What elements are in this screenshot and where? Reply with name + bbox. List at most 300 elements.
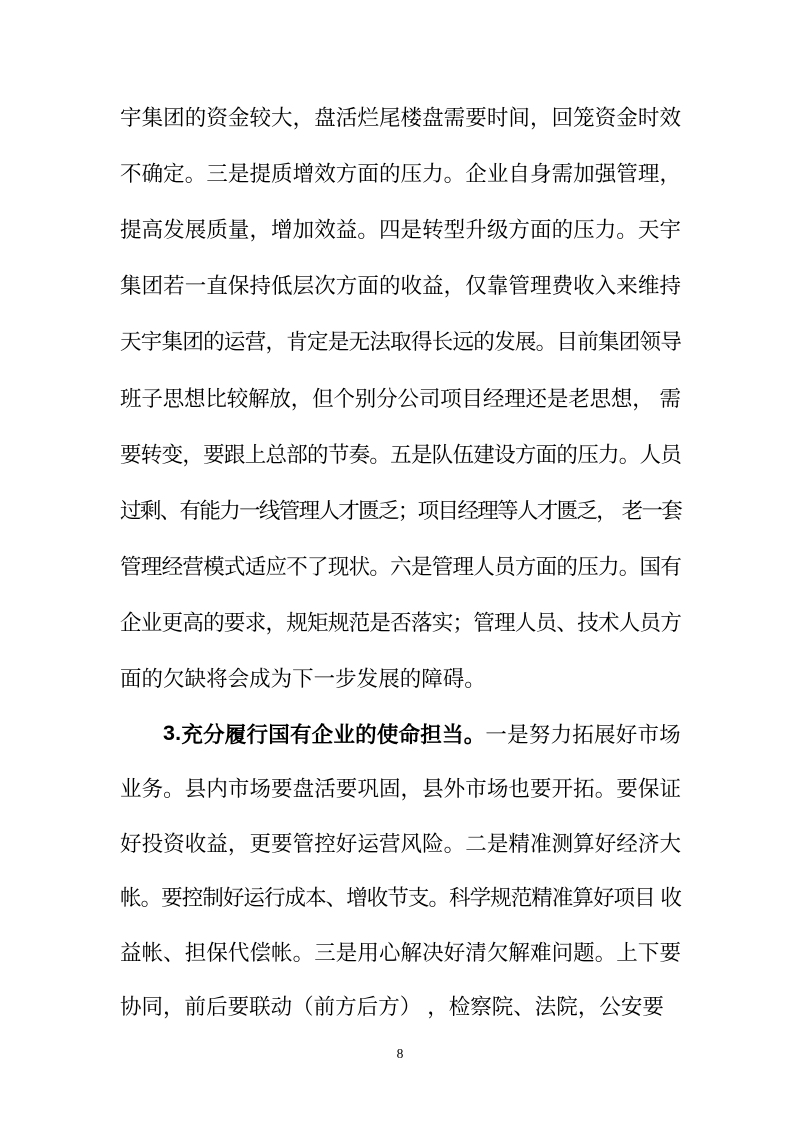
- char: 经: [457, 498, 479, 523]
- char: 更: [249, 831, 271, 856]
- char: 。: [616, 217, 638, 242]
- char: 强: [594, 161, 617, 186]
- char: 要: [161, 886, 183, 911]
- char: 资: [206, 105, 228, 130]
- char: 要: [223, 611, 246, 636]
- char: 增: [346, 886, 368, 911]
- char: 管: [278, 498, 301, 523]
- document-body: [120, 88, 681, 1033]
- char: 、: [556, 611, 578, 636]
- char: 老: [568, 386, 590, 411]
- char: ，: [227, 831, 250, 856]
- char: 营: [378, 831, 401, 856]
- char: 的: [141, 667, 164, 692]
- char: 人: [516, 498, 539, 523]
- char: 国: [268, 722, 290, 747]
- char: 现: [327, 555, 350, 580]
- char: 固: [378, 777, 401, 802]
- char: 企: [465, 161, 487, 186]
- char: 矩: [307, 611, 329, 636]
- char: 管: [292, 831, 315, 856]
- char: 增: [292, 161, 315, 186]
- char: 上: [616, 940, 638, 965]
- char: 也: [508, 777, 530, 802]
- char: 展: [594, 722, 616, 747]
- char: 、: [325, 886, 348, 911]
- char: 学: [469, 886, 492, 911]
- char: 加: [573, 161, 595, 186]
- char: 烂: [357, 105, 379, 130]
- char: 展: [184, 217, 207, 242]
- char: 院: [491, 995, 514, 1020]
- char: 压: [400, 161, 423, 186]
- char: 一: [313, 667, 336, 692]
- char: 好: [335, 831, 358, 856]
- char: .: [175, 720, 182, 745]
- text-line: [120, 706, 681, 761]
- char: 较: [226, 386, 249, 411]
- char: 要: [335, 777, 358, 802]
- char: 目: [556, 330, 578, 355]
- char: 好: [594, 831, 617, 856]
- text-line: [120, 257, 681, 313]
- text-line: [120, 815, 681, 870]
- char: 运: [243, 886, 265, 911]
- char: 后: [206, 995, 228, 1020]
- char: 天: [637, 217, 660, 242]
- char: 奏: [348, 442, 371, 467]
- char: 压: [577, 442, 599, 467]
- char: 质: [271, 161, 293, 186]
- char: 规: [286, 611, 308, 636]
- char: 控: [314, 831, 336, 856]
- char: 内: [206, 777, 228, 802]
- char: 会: [227, 667, 250, 692]
- char: 。: [443, 831, 466, 856]
- char: 开: [551, 777, 574, 802]
- char: 项: [613, 886, 636, 911]
- char: ，: [292, 105, 315, 130]
- char: 是: [486, 831, 509, 856]
- char: 个: [333, 386, 355, 411]
- char: ，: [182, 442, 204, 467]
- char: 员: [639, 611, 662, 636]
- char: 要: [227, 995, 250, 1020]
- char: 大: [659, 831, 681, 856]
- char: 。: [163, 777, 185, 802]
- char: 节: [327, 442, 350, 467]
- char: 盘: [292, 777, 315, 802]
- char: 代: [227, 940, 250, 965]
- char: 层: [292, 274, 315, 299]
- char: 场: [659, 722, 681, 747]
- char: 想: [184, 386, 206, 411]
- text-line: [120, 313, 681, 369]
- char: 的: [184, 105, 207, 130]
- char: 四: [378, 217, 401, 242]
- char: 定: [163, 161, 185, 186]
- char: 的: [378, 161, 401, 186]
- char: 二: [465, 831, 487, 856]
- char: 拓: [573, 777, 595, 802]
- char: ，: [163, 995, 185, 1020]
- char: 成: [284, 886, 307, 911]
- char: 准: [529, 831, 552, 856]
- char: 。: [369, 555, 391, 580]
- char: 匮: [358, 498, 380, 523]
- char: 。: [463, 722, 486, 747]
- char: 缺: [184, 667, 207, 692]
- char: 。: [428, 886, 450, 911]
- char: 的: [378, 274, 401, 299]
- char: 方: [335, 161, 358, 186]
- char: ，: [443, 274, 466, 299]
- char: 不: [120, 161, 142, 186]
- char: ，: [577, 995, 600, 1020]
- char: 场: [486, 777, 509, 802]
- char: 理: [494, 611, 516, 636]
- char: 乏: [377, 498, 400, 523]
- char: 质: [206, 217, 228, 242]
- char: 的: [399, 667, 422, 692]
- char: 放: [269, 386, 291, 411]
- char: 持: [659, 274, 681, 299]
- char: 力: [422, 161, 444, 186]
- char: 范: [510, 886, 533, 911]
- char: 要: [616, 777, 638, 802]
- char: 一: [184, 274, 207, 299]
- char: 理: [140, 555, 163, 580]
- char: 宇: [120, 105, 142, 130]
- char: 欠: [486, 940, 509, 965]
- char: 业: [486, 161, 509, 186]
- char: 心: [378, 940, 401, 965]
- char: 费: [551, 274, 574, 299]
- char: 仅: [465, 274, 487, 299]
- char: 入: [594, 274, 617, 299]
- char: 济: [637, 831, 660, 856]
- char: 宇: [659, 217, 681, 242]
- char: 的: [556, 442, 578, 467]
- char: 收: [400, 274, 423, 299]
- char: 经: [616, 831, 638, 856]
- char: ；: [397, 498, 420, 523]
- char: 提: [120, 217, 142, 242]
- char: 管: [508, 274, 530, 299]
- char: 部: [286, 442, 308, 467]
- char: 管: [120, 555, 142, 580]
- char: 大: [271, 105, 293, 130]
- text-line: [120, 144, 681, 200]
- char: 收: [573, 274, 595, 299]
- char: 营: [244, 330, 267, 355]
- char: 量: [227, 217, 250, 242]
- text-line: [120, 481, 681, 537]
- char: 等: [497, 498, 519, 523]
- char: 员: [494, 555, 516, 580]
- char: ；: [452, 611, 475, 636]
- char: 方: [335, 995, 357, 1020]
- char: 了: [307, 555, 329, 580]
- char: 履: [224, 722, 247, 747]
- char: 下: [637, 940, 660, 965]
- char: 行: [246, 722, 269, 747]
- char: 跟: [223, 442, 246, 467]
- char: 式: [223, 555, 246, 580]
- char: 国: [639, 555, 662, 580]
- char: 分: [203, 722, 225, 747]
- char: 解: [508, 940, 530, 965]
- char: 能: [199, 498, 221, 523]
- char: 。: [535, 330, 558, 355]
- char: 金: [227, 105, 250, 130]
- char: 目: [634, 886, 656, 911]
- char: 三: [206, 161, 228, 186]
- char: 巩: [357, 777, 379, 802]
- char: 分: [376, 386, 398, 411]
- char: 套: [661, 498, 683, 523]
- char: 将: [206, 667, 228, 692]
- char: 转: [140, 442, 163, 467]
- char: 欠: [163, 667, 185, 692]
- char: 是: [507, 722, 529, 747]
- char: 是: [335, 940, 358, 965]
- char: 务: [141, 777, 164, 802]
- char: 团: [163, 105, 185, 130]
- char: 老: [621, 498, 644, 523]
- char: 展: [514, 330, 537, 355]
- char: 障: [421, 667, 443, 692]
- char: 的: [307, 442, 329, 467]
- char: 。: [464, 667, 486, 692]
- char: 险: [422, 831, 444, 856]
- char: 建: [473, 442, 495, 467]
- char: 力: [594, 217, 617, 242]
- char: 要: [120, 442, 142, 467]
- char: 身: [529, 161, 552, 186]
- char: 力: [597, 442, 620, 467]
- char: 取: [390, 330, 412, 355]
- char: 控: [181, 886, 204, 911]
- char: 力: [219, 498, 241, 523]
- char: 行: [263, 886, 286, 911]
- char: 成: [249, 667, 271, 692]
- char: 担: [184, 940, 207, 965]
- char: 方: [514, 555, 537, 580]
- char: 落: [410, 611, 433, 636]
- char: 靠: [486, 274, 509, 299]
- char: 需: [551, 161, 574, 186]
- char: 提: [249, 161, 271, 186]
- char: 面: [357, 274, 379, 299]
- char: ，: [659, 161, 681, 186]
- char: 维: [637, 274, 660, 299]
- char: 设: [494, 442, 516, 467]
- char: 法: [369, 330, 391, 355]
- char: 直: [206, 274, 228, 299]
- char: 集: [141, 105, 164, 130]
- char: 级: [486, 217, 509, 242]
- char: 一: [641, 498, 663, 523]
- char: （: [292, 995, 314, 1020]
- char: 要: [465, 105, 487, 130]
- char: 理: [529, 274, 552, 299]
- char: 是: [227, 161, 250, 186]
- char: 效: [659, 105, 681, 130]
- char: 前: [577, 330, 599, 355]
- char: 领: [639, 330, 662, 355]
- char: 偿: [249, 940, 271, 965]
- char: 业: [120, 777, 142, 802]
- char: 有: [179, 498, 202, 523]
- char: 方: [514, 442, 537, 467]
- char: 术: [597, 611, 620, 636]
- char: 肯: [286, 330, 308, 355]
- char: ，: [632, 386, 654, 411]
- char: 决: [422, 940, 444, 965]
- char: 效: [314, 161, 336, 186]
- char: 管: [616, 161, 638, 186]
- char: 精: [508, 831, 530, 856]
- char: 集: [597, 330, 620, 355]
- char: 不: [286, 555, 308, 580]
- char: 资: [594, 105, 617, 130]
- char: 的: [473, 330, 495, 355]
- char: ，: [265, 611, 287, 636]
- char: 但: [312, 386, 334, 411]
- char: 保: [206, 940, 228, 965]
- char: 要: [271, 831, 293, 856]
- char: 前: [313, 995, 336, 1020]
- char: 方: [508, 217, 530, 242]
- char: 风: [400, 831, 423, 856]
- text-line: [120, 979, 681, 1034]
- char: 时: [486, 105, 509, 130]
- char: 要: [203, 442, 225, 467]
- char: 发: [494, 330, 516, 355]
- char: 面: [535, 442, 558, 467]
- char: 好: [615, 722, 638, 747]
- char: 。: [594, 777, 617, 802]
- char: 益: [422, 274, 444, 299]
- char: 安: [620, 995, 643, 1020]
- char: 证: [659, 777, 681, 802]
- char: 经: [482, 386, 505, 411]
- char: 还: [525, 386, 548, 411]
- char: 六: [390, 555, 412, 580]
- char: 测: [551, 831, 574, 856]
- char: 管: [431, 555, 454, 580]
- char: 项: [417, 498, 440, 523]
- char: 目: [461, 386, 484, 411]
- char: 运: [357, 831, 379, 856]
- char: 适: [244, 555, 267, 580]
- paragraph-mission: [120, 706, 681, 1033]
- char: 子: [141, 386, 163, 411]
- char: 保: [227, 274, 250, 299]
- char: 面: [357, 161, 379, 186]
- char: 问: [551, 940, 574, 965]
- char: 伍: [452, 442, 475, 467]
- char: 五: [390, 442, 412, 467]
- char: 思: [589, 386, 612, 411]
- char: 过: [120, 498, 142, 523]
- text-line: [120, 200, 681, 256]
- char: 楼: [400, 105, 423, 130]
- char: 要: [642, 995, 664, 1020]
- char: 剩: [139, 498, 162, 523]
- char: ，: [400, 777, 423, 802]
- char: 目: [437, 498, 460, 523]
- char: 。: [594, 940, 617, 965]
- char: 线: [258, 498, 281, 523]
- char: 远: [452, 330, 475, 355]
- char: 科: [449, 886, 471, 911]
- char: 协: [120, 995, 142, 1020]
- char: 益: [120, 940, 142, 965]
- char: 效: [314, 217, 336, 242]
- text-line: [120, 369, 681, 425]
- char: 。: [140, 886, 163, 911]
- char: 要: [271, 777, 293, 802]
- char: 力: [550, 722, 573, 747]
- char: 好: [222, 886, 245, 911]
- char: 思: [162, 386, 185, 411]
- char: 。: [184, 161, 207, 186]
- char: 充: [181, 722, 203, 747]
- char: 业: [333, 722, 355, 747]
- char: 才: [536, 498, 559, 523]
- char: 面: [529, 217, 552, 242]
- char: 的: [551, 217, 574, 242]
- char: 确: [141, 161, 164, 186]
- char: 业: [140, 611, 163, 636]
- char: ）: [399, 995, 422, 1020]
- char: 精: [531, 886, 553, 911]
- char: 规: [327, 611, 350, 636]
- char: 营: [182, 555, 204, 580]
- text-line: [120, 594, 681, 650]
- char: 升: [465, 217, 487, 242]
- char: 益: [206, 831, 228, 856]
- char: 若: [163, 274, 185, 299]
- char: ，: [596, 498, 618, 523]
- char: 企: [311, 722, 334, 747]
- char: 求: [244, 611, 267, 636]
- char: 努: [528, 722, 551, 747]
- char: 盘: [314, 105, 336, 130]
- char: 人: [318, 498, 340, 523]
- char: 准: [551, 886, 574, 911]
- char: 乏: [576, 498, 598, 523]
- char: 才: [338, 498, 360, 523]
- char: 法: [534, 995, 557, 1020]
- char: 好: [443, 940, 466, 965]
- char: 资: [163, 831, 185, 856]
- char: 笼: [573, 105, 595, 130]
- char: 活: [314, 777, 336, 802]
- char: 清: [465, 940, 487, 965]
- char: 型: [443, 217, 466, 242]
- char: 团: [618, 330, 641, 355]
- char: 盘: [422, 105, 444, 130]
- char: 的: [556, 555, 578, 580]
- char: 有: [660, 555, 682, 580]
- char: 员: [535, 611, 558, 636]
- char: 状: [348, 555, 371, 580]
- char: 想: [610, 386, 633, 411]
- char: 模: [203, 555, 225, 580]
